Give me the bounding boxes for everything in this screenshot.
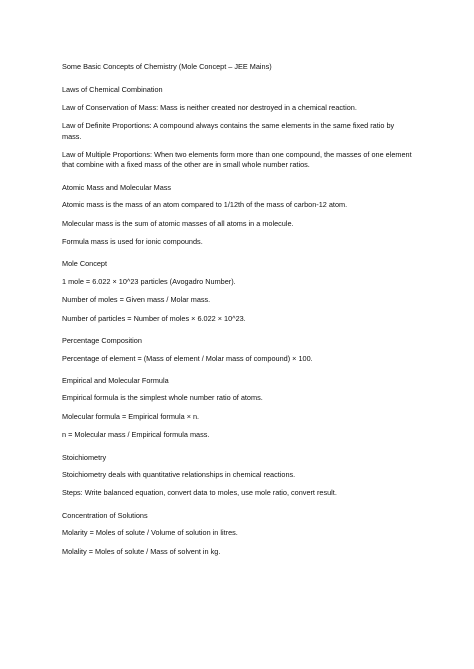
section-heading: Laws of Chemical Combination [62,85,163,95]
paragraph: Law of Multiple Proportions: When two elements form more than one compound, the masses of one element that combine with a fixed mass of the other are in small whole number ratios. [62,150,412,170]
section-heading: Atomic Mass and Molecular Mass [62,182,172,192]
section-concentration-of-solutions [62,511,414,557]
section-stoichiometry [62,453,414,499]
paragraph: Molecular mass is the sum of atomic masses of all atoms in a molecule. [62,218,294,228]
paragraph: Atomic mass is the mass of an atom compared to 1/12th of the mass of carbon-12 atom. [62,200,348,210]
section-percentage-composition [62,336,414,364]
paragraph: Percentage of element = (Mass of element / Molar mass of compound) × 100. [62,353,313,363]
paragraph: Number of moles = Given mass / Molar mass. [62,295,211,305]
section-heading: Percentage Composition [62,336,142,346]
paragraph: Law of Conservation of Mass: Mass is neither created nor destroyed in a chemical reaction. [62,102,357,112]
section-mole-concept [62,259,414,324]
section-heading: Concentration of Solutions [62,510,148,520]
section-heading: Mole Concept [62,259,108,269]
paragraph: Stoichiometry deals with quantitative relationships in chemical reactions. [62,469,296,479]
paragraph: Molality = Moles of solute / Mass of solvent in kg. [62,546,221,556]
section-heading: Empirical and Molecular Formula [62,375,169,385]
document-title: Some Basic Concepts of Chemistry (Mole Concept – JEE Mains) [62,62,272,71]
paragraph: Number of particles = Number of moles × 6.022 × 10^23. [62,313,246,323]
paragraph: Empirical formula is the simplest whole number ratio of atoms. [62,393,263,403]
paragraph: n = Molecular mass / Empirical formula mass. [62,430,210,440]
section-empirical-and-molecular-formula [62,376,414,441]
paragraph: Law of Definite Proportions: A compound always contains the same elements in the same fixed ratio by mass. [62,121,395,141]
section-heading: Stoichiometry [62,452,107,462]
paragraph: Steps: Write balanced equation, convert data to moles, use mole ratio, convert result. [62,488,337,498]
paragraph: 1 mole = 6.022 × 10^23 particles (Avogadro Number). [62,276,236,286]
paragraph: Molecular formula = Empirical formula × n. [62,411,200,421]
section-atomic-and-molecular-mass [62,183,414,248]
section-laws-of-chemical-combination [62,85,414,170]
paragraph: Formula mass is used for ionic compounds. [62,237,203,247]
paragraph: Molarity = Moles of solute / Volume of solution in litres. [62,528,238,538]
